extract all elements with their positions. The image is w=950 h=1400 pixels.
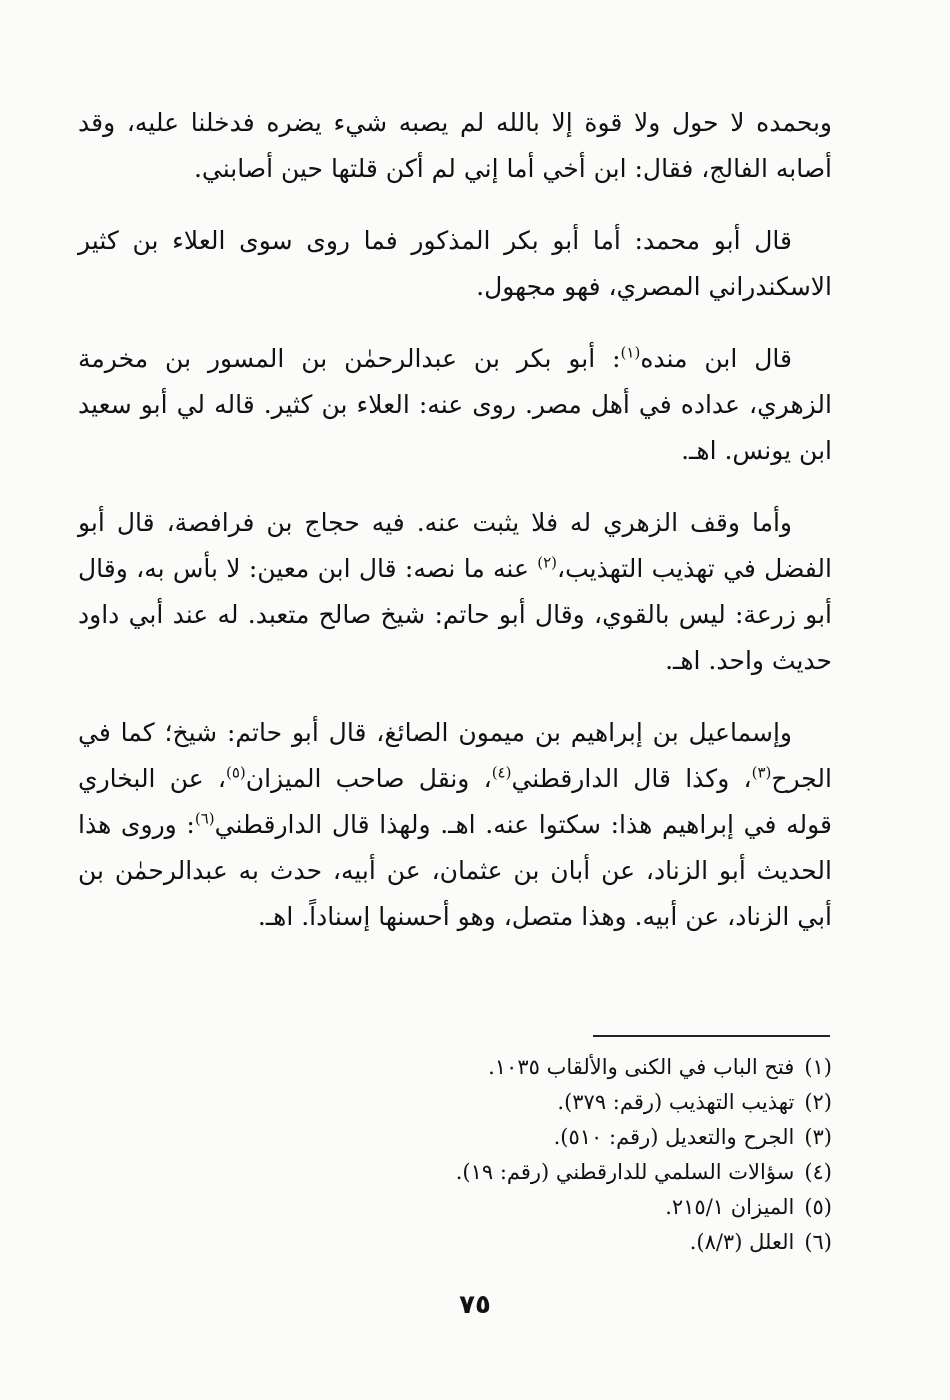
paragraph-text: وبحمده لا حول ولا قوة إلا بالله لم يصبه شيء يضره فدخلنا عليه، وقد أصابه الفالج، فقال: ابن أخي أما إني لم أكن قلتها حين أصابني. xyxy=(78,108,832,183)
footnote-item xyxy=(300,1120,832,1155)
paragraph-text: ، ونقل صاحب الميزان xyxy=(245,764,492,793)
footnote-item xyxy=(300,1190,832,1225)
footnote-item xyxy=(300,1085,832,1120)
footnote-ref: (٥) xyxy=(226,763,246,782)
page-number: ٧٥ xyxy=(459,1290,491,1320)
paragraph-text: : أبو بكر بن عبدالرحمٰن بن المسور بن مخرمة الزهري، عداده في أهل مصر. روى عنه: العلاء بن كثير. قاله لي أبو سعيد ابن يونس. اهـ. xyxy=(78,344,832,465)
paragraph-text: ، عن البخاري قوله في إبراهيم هذا: سكتوا عنه. اهـ. ولهذا قال الدارقطني xyxy=(78,764,832,839)
footnote-number: (٦) xyxy=(804,1230,832,1254)
paragraph-3 xyxy=(78,336,832,474)
paragraph-text: : وروى هذا الحديث أبو الزناد، عن أبان بن عثمان، عن أبيه، حدث به عبدالرحمٰن بن أبي الزناد، عن أبيه. وهذا متصل، وهو أحسنها إسناداً. اهـ. xyxy=(78,810,832,931)
footnote-item xyxy=(300,1050,832,1085)
footnote-text: الميزان ٢١٥/١. xyxy=(665,1195,795,1219)
footnote-number: (٤) xyxy=(804,1160,832,1184)
main-text xyxy=(78,100,832,966)
footnote-item xyxy=(300,1155,832,1190)
paragraph-text: وأما وقف الزهري له فلا يثبت عنه. فيه حجاج بن فرافصة، قال أبو الفضل في تهذيب التهذيب، xyxy=(78,508,832,583)
footnotes-list xyxy=(300,1050,832,1260)
paragraph-1 xyxy=(78,100,832,192)
footnote-text: فتح الباب في الكنى والألقاب ١٠٣٥. xyxy=(488,1055,795,1079)
footnote-number: (١) xyxy=(804,1055,832,1079)
footnote-text: الجرح والتعديل (رقم: ٥١٠). xyxy=(553,1125,795,1149)
footnote-separator xyxy=(593,1035,830,1037)
footnote-number: (٥) xyxy=(804,1195,832,1219)
paragraph-text: عنه ما نصه: قال ابن معين: لا بأس به، وقال أبو زرعة: ليس بالقوي، وقال أبو حاتم: شيخ صالح متعبد. له عند أبي داود حديث واحد. اهـ. xyxy=(78,554,832,675)
footnote-text: العلل (٨/٣). xyxy=(689,1230,795,1254)
paragraph-4 xyxy=(78,500,832,684)
footnote-ref: (٣) xyxy=(751,763,772,782)
footnote-text: تهذيب التهذيب (رقم: ٣٧٩). xyxy=(557,1090,795,1114)
footnote-ref: (١) xyxy=(620,343,641,362)
footnote-ref: (٦) xyxy=(194,809,215,828)
footnote-text: سؤالات السلمي للدارقطني (رقم: ١٩). xyxy=(455,1160,795,1184)
footnote-item xyxy=(300,1225,832,1260)
paragraph-5 xyxy=(78,710,832,940)
paragraph-text: ، وكذا قال الدارقطني xyxy=(511,764,752,793)
footnote-number: (٣) xyxy=(804,1125,832,1149)
paragraph-text: قال ابن منده xyxy=(640,344,792,373)
footnote-ref: (٤) xyxy=(491,763,512,782)
paragraph-text: قال أبو محمد: أما أبو بكر المذكور فما روى سوى العلاء بن كثير الاسكندراني المصري، فهو مجهول. xyxy=(78,226,832,301)
paragraph-2 xyxy=(78,218,832,310)
paragraph-text: وإسماعيل بن إبراهيم بن ميمون الصائغ، قال أبو حاتم: شيخ؛ كما في الجرح xyxy=(78,718,832,793)
footnote-ref: (٢) xyxy=(537,553,557,572)
footnote-number: (٢) xyxy=(804,1090,832,1114)
